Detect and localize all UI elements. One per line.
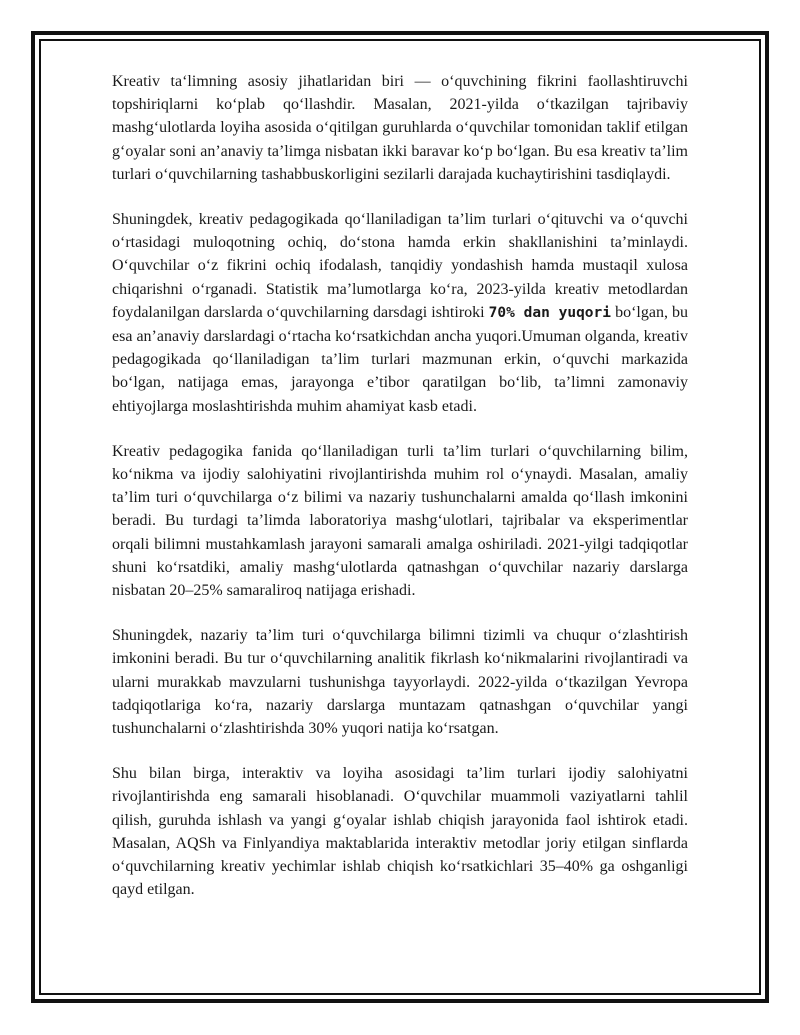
paragraph-2-before: Shuningdek, kreativ pedagogikada qo‘llaniladigan ta’lim turlari o‘qituvchi va o‘quvchi o‘rtasidagi muloqotning ochiq, do‘stona hamda erkin shakllanishini ta’minlaydi. O‘quvchilar o‘z fikrini ochiq ifodalash, tanqidiy yondashish hamda mustaqil xulosa chiqarishni o‘rganadi. Statistik ma’lumotlarga ko‘ra, 2023-yilda kreativ metodlardan foydalanilgan darslarda o‘quvchilarning darsdagi ishtiroki	[112, 211, 688, 321]
paragraph-2-after: bo‘lgan, bu esa an’anaviy darslardagi o‘rtacha ko‘rsatkichdan ancha yuqori.Umuman olganda, kreativ pedagogikada qo‘llaniladigan ta’lim turlari mazmunan erkin, o‘quvchi markazida bo‘lgan, natijaga emas, jarayonga e’tibor qaratilgan bo‘lib, ta’limni zamonaviy ehtiyojlarga moslashtirishda muhim ahamiyat kasb etadi.	[112, 303, 688, 415]
paragraph-1: Kreativ ta‘limning asosiy jihatlaridan biri — o‘quvchining fikrini faollashtiruvchi topshiriqlarni ko‘plab qo‘llashdir. Masalan, 2021-yilda o‘tkazilgan tajribaviy mashg‘ulotlarda loyiha asosida o‘qitilgan guruhlarda o‘quvchilar tomonidan taklif etilgan g‘oyalar soni an’anaviy ta’limga nisbatan ikki baravar ko‘p bo‘lgan. Bu esa kreativ ta’lim turlari o‘quvchilarning tashabbuskorligini sezilarli darajada kuchaytirishini tasdiqlaydi.	[112, 73, 688, 183]
paragraph-4: Shuningdek, nazariy ta’lim turi o‘quvchilarga bilimni tizimli va chuqur o‘zlashtirish imkonini beradi. Bu tur o‘quvchilarning analitik fikrlash ko‘nikmalarini rivojlantiradi va ularni murakkab mavzularni tushunishga tayyorlaydi. 2022-yilda o‘tkazilgan Yevropa tadqiqotlariga ko‘ra, nazariy darslarga muntazam qatnashgan o‘quvchilar yangi tushunchalarni o‘zlashtirishda 30% yuqori natija ko‘rsatgan.	[112, 627, 688, 738]
paragraph-2-highlight: 70% dan yuqori	[488, 304, 611, 321]
paragraph-5: Shu bilan birga, interaktiv va loyiha asosidagi ta’lim turlari ijodiy salohiyatni rivojlantirishda eng samarali hisoblanadi. O‘quvchilar muammoli vaziyatlarni tahlil qilish, guruhda ishlash va yangi g‘oyalar ishlab chiqish jarayonida faol ishtirok etadi. Masalan, AQSh va Finlyandiya maktablarida interaktiv metodlar joriy etilgan sinflarda o‘quvchilarning kreativ yechimlar ishlab chiqish ko‘rsatkichlari 35–40% ga oshganligi qayd etilgan.	[112, 765, 688, 899]
document-body	[112, 70, 688, 924]
paragraph-3: Kreativ pedagogika fanida qo‘llaniladigan turli ta’lim turlari o‘quvchilarning bilim, ko‘nikma va ijodiy salohiyatini rivojlantirishda muhim rol o‘ynaydi. Masalan, amaliy ta’lim turi o‘quvchilarga o‘z bilimi va nazariy tushunchalarni amalda qo‘llash imkonini beradi. Bu turdagi ta’limda laboratoriya mashg‘ulotlari, tajribalar va eksperimentlar orqali bilimni mustahkamlash jarayoni samarali amalga oshiriladi. 2021-yilgi tadqiqotlar shuni ko‘rsatdiki, amaliy mashg‘ulotlarda qatnashgan o‘quvchilar nazariy darslarga nisbatan 20–25% samaraliroq natijaga erishadi.	[112, 442, 688, 600]
paragraph-2	[112, 208, 688, 418]
